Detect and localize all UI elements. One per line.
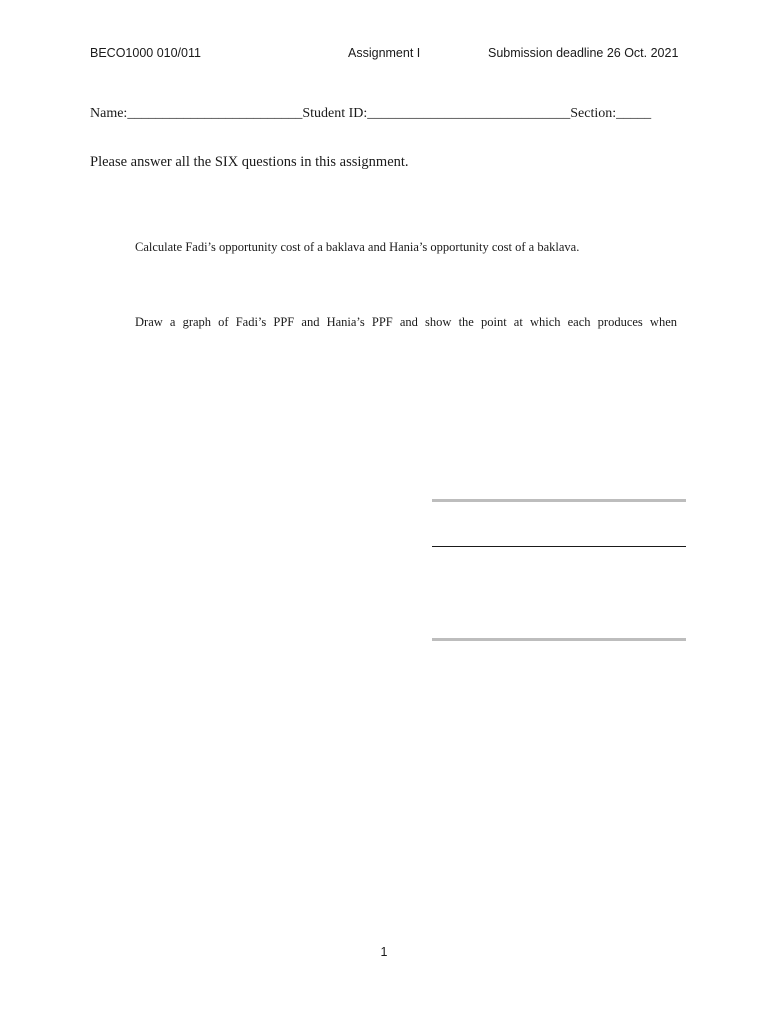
table-header-rule: [432, 546, 686, 547]
question-opportunity-cost: Calculate Fadi’s opportunity cost of a baklava and Hania’s opportunity cost of a baklava.: [135, 240, 580, 254]
table-border-top: [432, 499, 686, 502]
student-fields-line: Name:_________________________Student ID:_____________________________Section:_____: [90, 106, 652, 121]
table-border-bottom: [432, 638, 686, 641]
question-draw-ppf: Draw a graph of Fadi’s PPF and Hania’s PPF and show the point at which each produces when: [135, 315, 677, 329]
header-submission-deadline: Submission deadline 26 Oct. 2021: [488, 46, 679, 60]
page-number: 1: [380, 945, 388, 959]
assignment-instruction: Please answer all the SIX questions in this assignment.: [90, 154, 409, 170]
header-assignment-title: Assignment I: [348, 46, 421, 60]
header-course-code: BECO1000 010/011: [90, 46, 201, 60]
